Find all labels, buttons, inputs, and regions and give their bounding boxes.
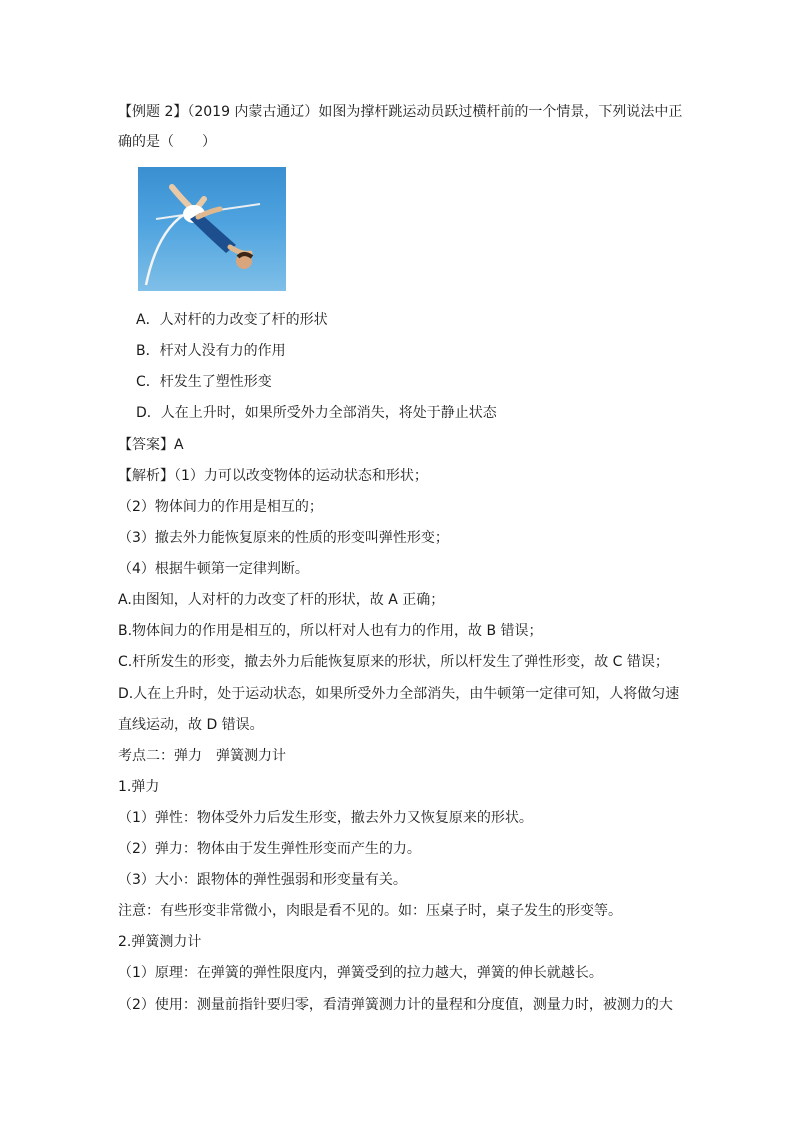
option-a: A．人对杆的力改变了杆的形状 [136,312,328,328]
section-item: （2）弹力：物体由于发生弹性形变而产生的力。 [118,841,421,857]
section-heading-2: 2.弹簧测力计 [118,934,202,950]
question-line-1: 【例题 2】（2019 内蒙古通辽）如图为撑杆跳运动员跃过横杆前的一个情景，下列说法中正 [118,104,683,120]
section-note: 注意：有些形变非常微小，肉眼是看不见的。如：压桌子时，桌子发生的形变等。 [118,903,622,919]
section-item: （2）使用：测量前指针要归零，看清弹簧测力计的量程和分度值，测量力时，被测力的大 [118,997,673,1013]
analysis-line: B.物体间力的作用是相互的，所以杆对人也有力的作用，故 B 错误； [118,623,543,639]
option-d: D．人在上升时，如果所受外力全部消失，将处于静止状态 [136,405,497,421]
pole-vault-photo [138,167,286,291]
answer: 【答案】A [118,437,184,453]
analysis-line: 【解析】（1）力可以改变物体的运动状态和形状； [118,468,428,484]
question-line-2: 确的是（ ） [118,134,216,150]
pole-vault-illustration [138,167,286,291]
analysis-line: （3）撤去外力能恢复原来的性质的形变叫弹性形变； [118,530,449,546]
option-b: B．杆对人没有力的作用 [136,343,286,359]
analysis-line: D.人在上升时，处于运动状态，如果所受外力全部消失，由牛顿第一定律可知，人将做匀速 [118,686,680,702]
section-item: （1）原理：在弹簧的弹性限度内，弹簧受到的拉力越大，弹簧的伸长就越长。 [118,965,603,981]
section-title: 考点二：弹力 弹簧测力计 [118,748,286,764]
section-item: （1）弹性：物体受外力后发生形变，撤去外力又恢复原来的形状。 [118,810,533,826]
section-item: （3）大小：跟物体的弹性强弱和形变量有关。 [118,872,407,888]
analysis-line: A.由图知，人对杆的力改变了杆的形状，故 A 正确； [118,592,445,608]
analysis-line: （4）根据牛顿第一定律判断。 [118,561,309,577]
option-c: C．杆发生了塑性形变 [136,374,272,390]
analysis-line: C.杆所发生的形变，撤去外力后能恢复原来的形状，所以杆发生了弹性形变，故 C 错误； [118,654,669,670]
analysis-line: 直线运动，故 D 错误。 [118,717,264,733]
analysis-line: （2）物体间力的作用是相互的； [118,499,323,515]
section-heading-1: 1.弹力 [118,779,160,795]
